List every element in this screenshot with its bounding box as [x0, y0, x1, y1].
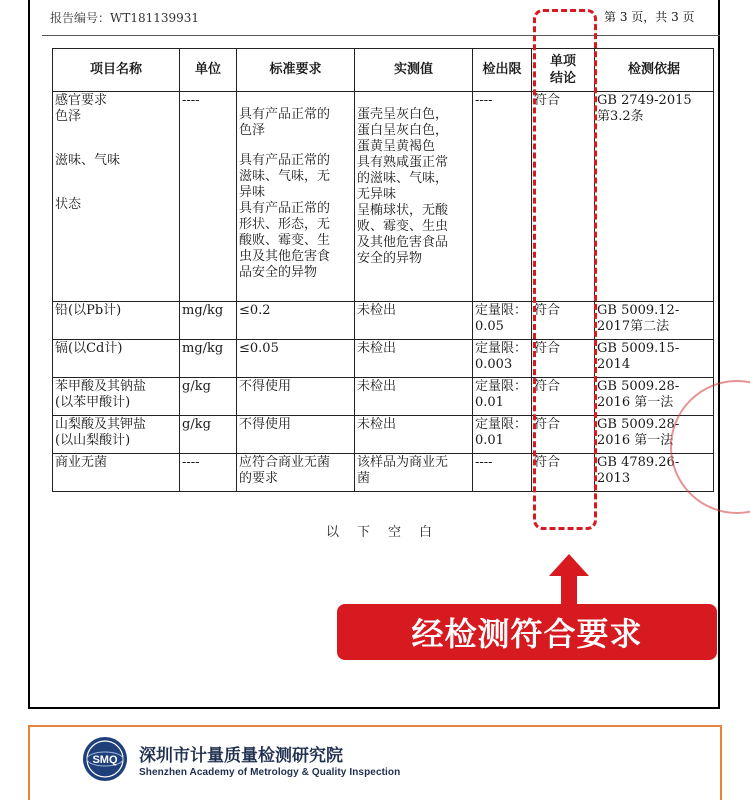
cell-item: 苯甲酸及其钠盐 (以苯甲酸计): [53, 378, 180, 416]
cell-unit: g/kg: [180, 416, 237, 454]
col-header-standard: 标准要求: [237, 49, 355, 92]
up-arrow-stem: [561, 573, 577, 605]
cell-limit-sensory: ----: [473, 92, 532, 302]
end-of-report-note: 以下空白: [326, 525, 451, 540]
cell-unit: g/kg: [180, 378, 237, 416]
col-header-conclusion: 单项 结论: [532, 49, 595, 92]
cell-basis: GB 5009.28- 2016 第一法: [595, 378, 714, 416]
cell-basis: GB 5009.28- 2016 第一法: [595, 416, 714, 454]
cell-std-sensory: 具有产品正常的 色泽 具有产品正常的 滋味、气味，无 异味 具有产品正常的 形状、形态，无 酸败、霉变、生 虫及其他危害食 品安全的异物: [237, 92, 355, 302]
institute-name-cn: 深圳市计量质量检测研究院: [139, 746, 343, 766]
cell-basis: GB 4789.26- 2013: [595, 454, 714, 492]
cell-measured: 未检出: [355, 378, 473, 416]
cell-std: 不得使用: [237, 416, 355, 454]
cell-conclusion: 符合: [532, 416, 595, 454]
page-number: 第 3 页，共 3 页: [604, 10, 695, 24]
cell-unit-sensory: ----: [180, 92, 237, 302]
col-header-basis: 检测依据: [595, 49, 714, 92]
table-header-row: [53, 49, 714, 92]
cell-std: 应符合商业无菌 的要求: [237, 454, 355, 492]
col-header-unit: 单位: [180, 49, 237, 92]
cell-measured-sensory: 蛋壳呈灰白色， 蛋白呈灰白色， 蛋黄呈黄褐色 具有熟咸蛋正常 的滋味、气味， 无异味 呈椭球状，无酸 败、霉变、生虫 及其他危害食品 安全的异物: [355, 92, 473, 302]
cell-basis: GB 5009.12- 2017第二法: [595, 302, 714, 340]
cell-measured: 未检出: [355, 302, 473, 340]
cell-measured: 未检出: [355, 340, 473, 378]
logo-text: SMQ: [92, 754, 118, 766]
cell-item: 镉(以Cd计): [53, 340, 180, 378]
cell-unit: mg/kg: [180, 340, 237, 378]
table-row: [53, 416, 714, 454]
cell-item: 商业无菌: [53, 454, 180, 492]
cell-std: ≤0.05: [237, 340, 355, 378]
cell-conclusion: 符合: [532, 340, 595, 378]
inspection-results-table: [52, 48, 714, 492]
cell-std: ≤0.2: [237, 302, 355, 340]
cell-conclusion: 符合: [532, 378, 595, 416]
cell-item: 铅(以Pb计): [53, 302, 180, 340]
header-divider: [42, 35, 720, 36]
col-header-measured: 实测值: [355, 49, 473, 92]
cell-limit: 定量限： 0.003: [473, 340, 532, 378]
institute-name-en: Shenzhen Academy of Metrology & Quality Inspection: [139, 767, 401, 778]
cell-conclusion-sensory: 符合: [532, 92, 595, 302]
cell-limit: 定量限： 0.05: [473, 302, 532, 340]
table-row: [53, 302, 714, 340]
cell-limit: 定量限： 0.01: [473, 378, 532, 416]
cell-limit: 定量限： 0.01: [473, 416, 532, 454]
conclusion-banner: 经检测符合要求: [337, 604, 717, 660]
cell-measured: 该样品为商业无 菌: [355, 454, 473, 492]
table-row: [53, 378, 714, 416]
institute-footer: [28, 725, 722, 800]
col-header-limit: 检出限: [473, 49, 532, 92]
cell-basis-sensory: GB 2749-2015 第3.2条: [595, 92, 714, 302]
cell-unit: mg/kg: [180, 302, 237, 340]
smq-logo-icon: [82, 736, 128, 782]
cell-item: 山梨酸及其钾盐 (以山梨酸计): [53, 416, 180, 454]
table-row-sensory: [53, 92, 714, 302]
table-row: [53, 340, 714, 378]
cell-basis: GB 5009.15- 2014: [595, 340, 714, 378]
cell-conclusion: 符合: [532, 302, 595, 340]
cell-measured: 未检出: [355, 416, 473, 454]
col-header-item: 项目名称: [53, 49, 180, 92]
cell-conclusion: 符合: [532, 454, 595, 492]
cell-limit: ----: [473, 454, 532, 492]
cell-std: 不得使用: [237, 378, 355, 416]
cell-item-sensory: 感官要求 色泽 滋味、气味 状态: [53, 92, 180, 302]
table-row: [53, 454, 714, 492]
report-number: 报告编号：WT181139931: [50, 11, 200, 25]
cell-unit: ----: [180, 454, 237, 492]
